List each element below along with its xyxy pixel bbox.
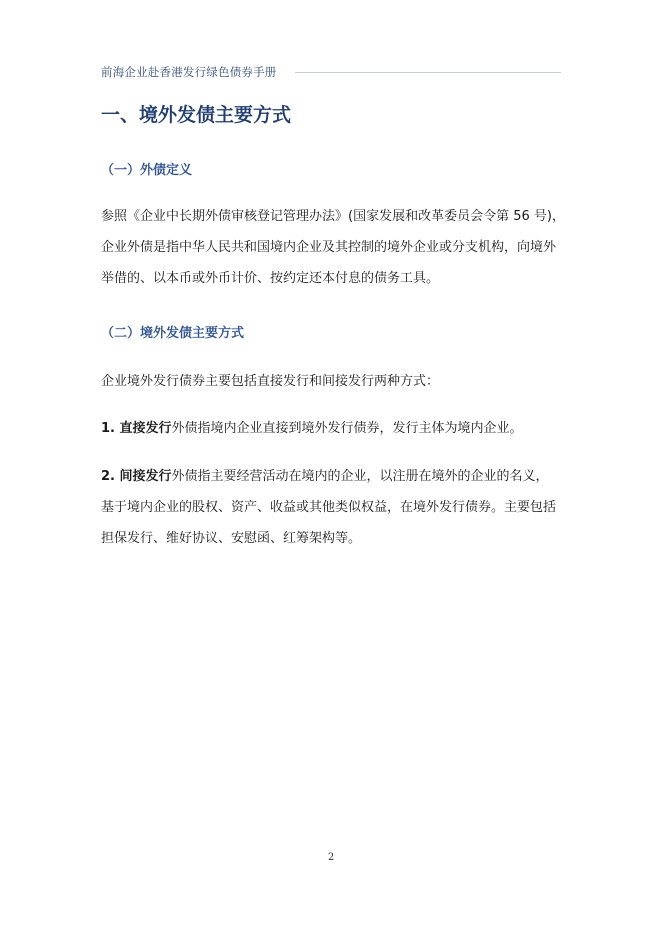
item-label: 1. 直接发行 <box>101 421 172 436</box>
methods-intro <box>101 366 563 397</box>
section-heading: 一、境外发债主要方式 <box>101 104 292 126</box>
definition-paragraph <box>101 201 563 294</box>
subsection-heading-definition: （一）外债定义 <box>101 163 193 178</box>
subsection-heading-methods: （二）境外发债主要方式 <box>101 326 245 341</box>
paragraph-line: 担保发行、维好协议、安慰函、红筹架构等。 <box>101 531 362 546</box>
paragraph-line: 企业境外发行债券主要包括直接发行和间接发行两种方式： <box>101 374 440 389</box>
paragraph-line: 参照《企业中长期外债审核登记管理办法》(国家发展和改革委员会令第 56 号)， <box>101 209 565 224</box>
page-number: 2 <box>327 852 335 863</box>
document-title: 前海企业赴香港发行绿色债券手册 <box>101 65 277 79</box>
running-header <box>101 64 561 80</box>
method-item-direct <box>101 413 563 444</box>
header-divider <box>295 72 562 73</box>
list-item <box>101 413 563 444</box>
item-text: 外债指主要经营活动在境内的企业，以注册在境外的企业的名义， <box>171 469 549 484</box>
method-item-indirect <box>101 461 563 554</box>
item-text: 外债指境内企业直接到境外发行债券，发行主体为境内企业。 <box>171 421 523 436</box>
paragraph-line: 企业外债是指中华人民共和国境内企业及其控制的境外企业或分支机构，向境外 <box>101 240 557 255</box>
paragraph-line: 举借的、以本币或外币计价、按约定还本付息的债务工具。 <box>101 271 440 286</box>
paragraph-line: 基于境内企业的股权、资产、收益或其他类似权益，在境外发行债券。主要包括 <box>101 500 557 515</box>
list-item <box>101 461 563 492</box>
item-label: 2. 间接发行 <box>101 469 172 484</box>
